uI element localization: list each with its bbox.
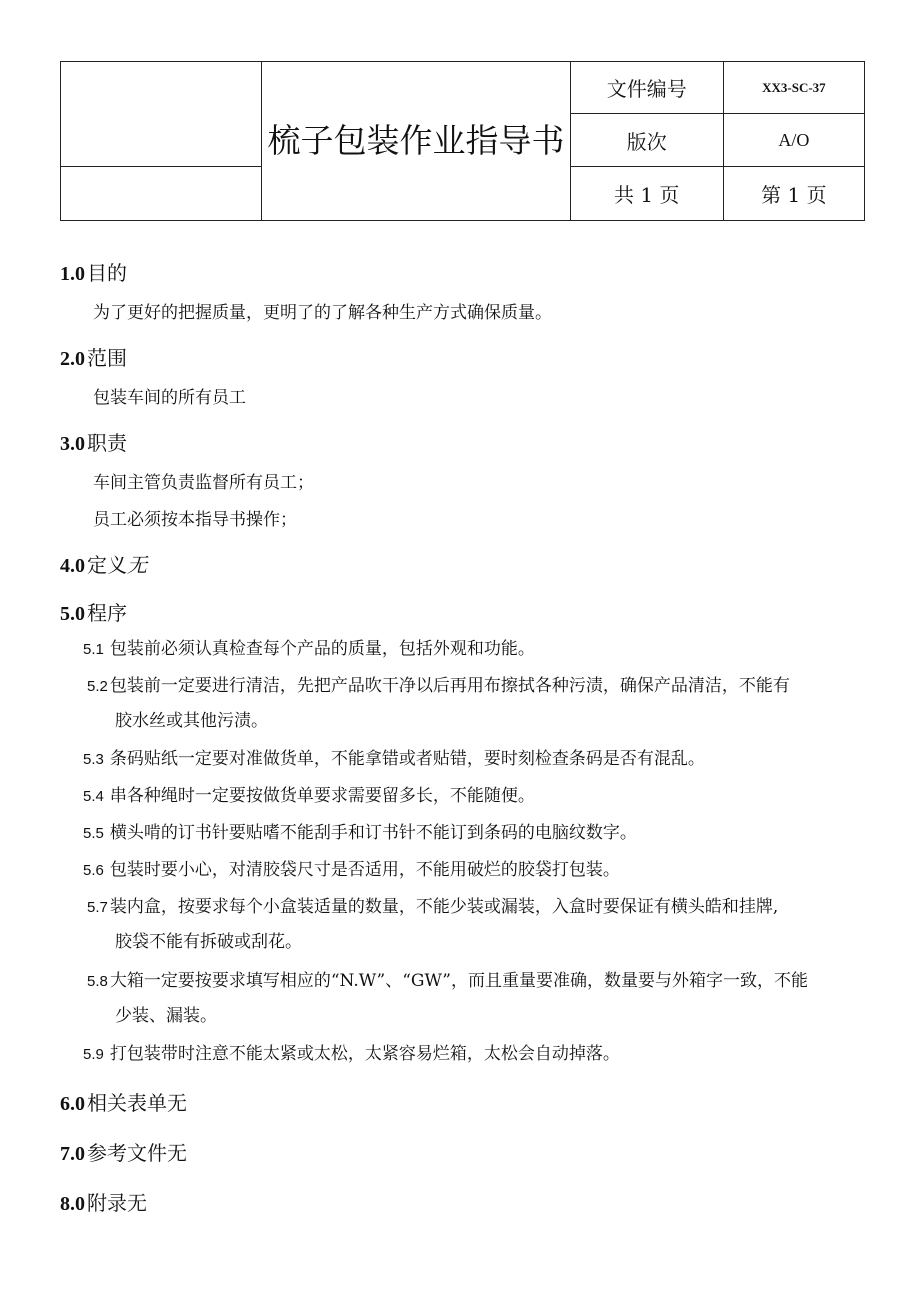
section-title: 附录无 — [87, 1191, 147, 1215]
section-1-heading — [60, 257, 127, 286]
step-number: 5.7 — [87, 899, 108, 916]
step-5-9 — [83, 1037, 620, 1072]
section-3-line-1: 车间主管负责监督所有员工； — [93, 473, 314, 493]
step-5-1 — [83, 632, 535, 667]
step-number: 5.3 — [83, 751, 104, 768]
step-text: 包装时要小心，对清胶袋尺寸是否适用，不能用破烂的胶袋打包装。 — [109, 860, 620, 880]
section-number: 8.0 — [60, 1193, 85, 1215]
section-number: 2.0 — [60, 348, 85, 370]
page-number: 第 1 页 — [723, 167, 864, 221]
section-title: 程序 — [87, 601, 127, 625]
section-6-heading — [60, 1087, 187, 1116]
step-text-continued: 少装、漏装。 — [115, 1006, 217, 1026]
blank-cell-top — [61, 62, 262, 167]
step-text: 包装前一定要进行清洁，先把产品吹干净以后再用布擦拭各种污渍，确保产品清洁，不能有 — [109, 676, 790, 696]
section-7-heading — [60, 1137, 187, 1166]
doc-no-value: XX3-SC-37 — [723, 62, 864, 114]
section-definition: 无 — [127, 553, 147, 577]
section-title: 范围 — [87, 346, 127, 370]
section-title: 参考文件无 — [87, 1141, 187, 1165]
section-title: 定义 — [87, 553, 127, 577]
step-5-6 — [83, 853, 620, 888]
section-number: 4.0 — [60, 555, 85, 577]
step-number: 5.9 — [83, 1046, 104, 1063]
section-title: 目的 — [87, 261, 127, 285]
section-5-heading — [60, 597, 127, 626]
step-text: 条码贴纸一定要对准做货单，不能拿错或者贴错，要时刻检查条码是否有混乱。 — [109, 749, 705, 769]
section-2-text: 包装车间的所有员工 — [93, 388, 246, 408]
section-1-text: 为了更好的把握质量，更明了的了解各种生产方式确保质量。 — [93, 303, 552, 323]
step-5-8 — [87, 964, 867, 1033]
step-5-4 — [83, 779, 535, 814]
step-5-5 — [83, 816, 637, 851]
step-number: 5.2 — [87, 678, 108, 695]
section-number: 5.0 — [60, 603, 85, 625]
step-number: 5.4 — [83, 788, 104, 805]
blank-cell-bottom — [61, 167, 262, 221]
step-5-7 — [87, 890, 867, 959]
step-text-continued: 胶水丝或其他污渍。 — [115, 711, 268, 731]
step-number: 5.6 — [83, 862, 104, 879]
version-label: 版次 — [570, 114, 723, 167]
doc-title: 梳子包装作业指导书 — [262, 62, 570, 221]
section-number: 1.0 — [60, 263, 85, 285]
step-5-3 — [83, 742, 705, 777]
header-table — [60, 61, 865, 221]
step-text: 横头啃的订书针要贴嗜不能刮手和订书针不能订到条码的电脑纹数字。 — [109, 823, 637, 843]
section-title: 相关表单无 — [87, 1091, 187, 1115]
section-number: 3.0 — [60, 433, 85, 455]
section-4-heading — [60, 549, 147, 578]
section-3-heading — [60, 427, 127, 456]
section-title: 职责 — [87, 431, 127, 455]
step-text-continued: 胶袋不能有拆破或刮花。 — [115, 932, 302, 952]
step-number: 5.1 — [83, 641, 104, 658]
step-text: 打包装带时注意不能太紧或太松，太紧容易烂箱，太松会自动掉落。 — [109, 1044, 620, 1064]
step-text: 大箱一定要按要求填写相应的“N.W”、“GW”，而且重量要准确，数量要与外箱字一致，不能 — [109, 971, 808, 991]
total-pages: 共 1 页 — [570, 167, 723, 221]
section-number: 7.0 — [60, 1143, 85, 1165]
section-3-line-2: 员工必须按本指导书操作； — [93, 510, 297, 530]
step-5-2 — [87, 669, 867, 738]
step-text: 串各种绳时一定要按做货单要求需要留多长，不能随便。 — [109, 786, 535, 806]
section-number: 6.0 — [60, 1093, 85, 1115]
step-text: 装内盒，按要求每个小盒装适量的数量，不能少装或漏装，入盒时要保证有横头皓和挂牌, — [109, 897, 779, 917]
doc-no-label: 文件编号 — [570, 62, 723, 114]
step-text: 包装前必须认真检查每个产品的质量，包括外观和功能。 — [109, 639, 535, 659]
step-number: 5.5 — [83, 825, 104, 842]
version-value: A/O — [723, 114, 864, 167]
section-2-heading — [60, 342, 127, 371]
section-8-heading — [60, 1187, 147, 1216]
step-number: 5.8 — [87, 973, 108, 990]
